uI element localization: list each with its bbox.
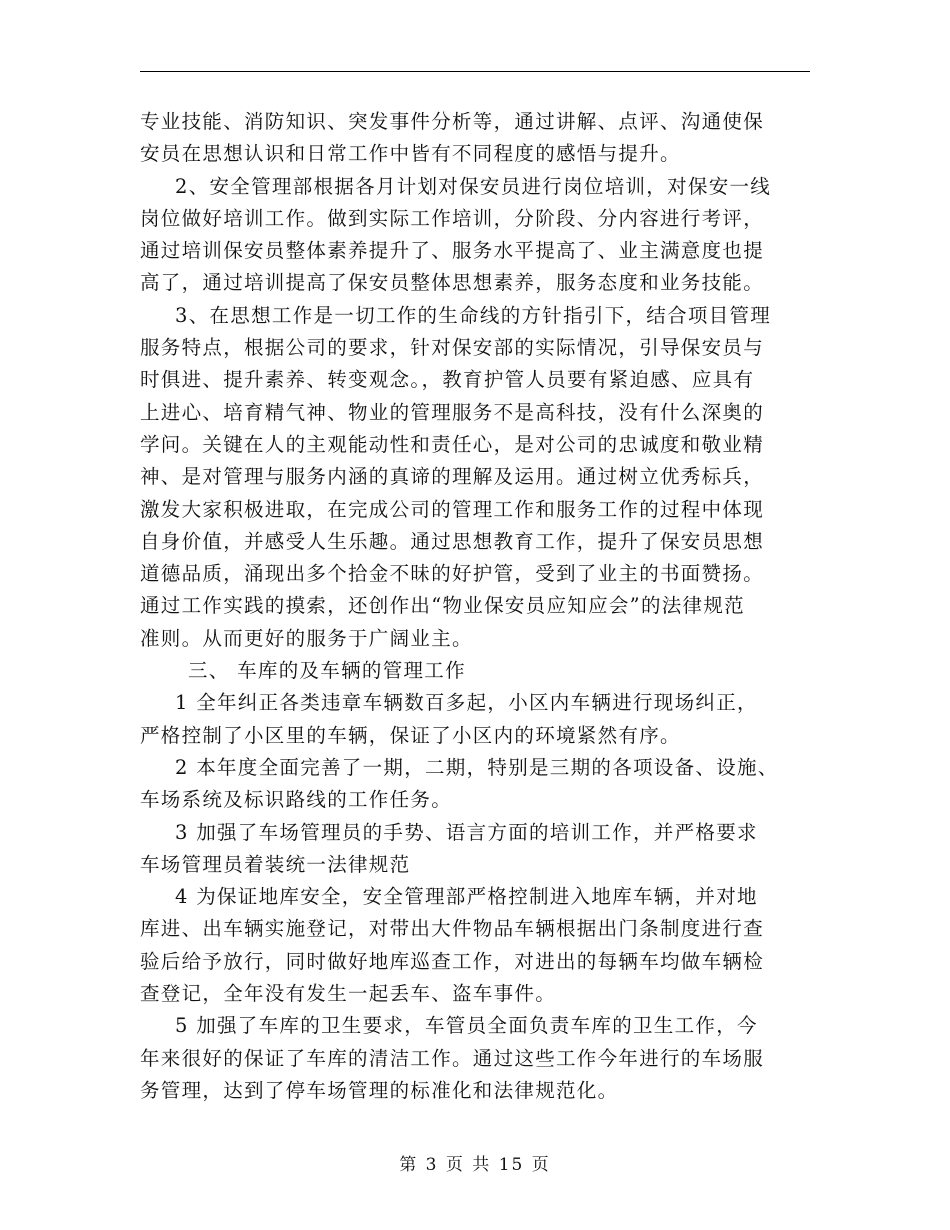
text-line: 自身价值，并感受人生乐趣。通过思想教育工作，提升了保安员思想	[140, 529, 765, 553]
text-line: 年来很好的保证了车库的清洁工作。通过这些工作今年进行的车场服	[140, 1046, 765, 1070]
text-line: 服务特点，根据公司的要求，针对保安部的实际情况，引导保安员与	[140, 336, 765, 360]
text-line: 高了，通过培训提高了保安员整体思想素养，服务态度和业务技能。	[140, 271, 765, 295]
paragraph-start-line: 1 全年纠正各类违章车辆数百多起，小区内车辆进行现场纠正，	[175, 691, 758, 715]
text-line: 道德品质，涌现出多个拾金不昧的好护管，受到了业主的书面赞扬。	[140, 562, 765, 586]
page-number-footer: 第 3 页 共 15 页	[399, 1155, 551, 1175]
paragraph-start-line: 2、安全管理部根据各月计划对保安员进行岗位培训，对保安一线	[175, 174, 772, 198]
paragraph-start-line: 4 为保证地库安全，安全管理部严格控制进入地库车辆，并对地	[175, 885, 758, 909]
section-heading: 三、 车库的及车辆的管理工作	[188, 659, 466, 683]
paragraph-start-line: 2 本年度全面完善了一期，二期，特别是三期的各项设备、设施、	[175, 755, 779, 779]
text-line: 准则。从而更好的服务于广阔业主。	[140, 626, 473, 650]
paragraph-start-line: 3、在思想工作是一切工作的生命线的方针指引下，结合项目管理	[175, 303, 772, 327]
text-line: 严格控制了小区里的车辆，保证了小区内的环境紧然有序。	[140, 723, 681, 747]
header-rule	[140, 71, 810, 72]
text-line: 车场系统及标识路线的工作任务。	[140, 788, 453, 812]
text-line: 查登记，全年没有发生一起丢车、盗车事件。	[140, 982, 557, 1006]
paragraph-start-line: 5 加强了车库的卫生要求，车管员全面负责车库的卫生工作，今	[175, 1014, 758, 1038]
text-line: 专业技能、消防知识、突发事件分析等，通过讲解、点评、沟通使保	[140, 110, 765, 133]
text-line: 学问。关键在人的主观能动性和责任心，是对公司的忠诚度和敬业精	[140, 432, 765, 456]
text-line: 通过工作实践的摸索，还创作出“物业保安员应知应会”的法律规范	[140, 594, 745, 618]
text-line: 库进、出车辆实施登记，对带出大件物品车辆根据出门条制度进行查	[140, 917, 765, 941]
text-line: 激发大家积极进取，在完成公司的管理工作和服务工作的过程中体现	[140, 497, 765, 521]
text-line: 岗位做好培训工作。做到实际工作培训，分阶段、分内容进行考评，	[140, 206, 765, 230]
text-line: 神、是对管理与服务内涵的真谛的理解及运用。通过树立优秀标兵，	[140, 465, 765, 489]
text-line: 验后给予放行，同时做好地库巡查工作，对进出的每辆车均做车辆检	[140, 949, 765, 973]
text-line: 车场管理员着装统一法律规范	[140, 852, 411, 876]
text-line: 安员在思想认识和日常工作中皆有不同程度的感悟与提升。	[140, 142, 681, 166]
text-line: 上进心、培育精气神、物业的管理服务不是高科技，没有什么深奥的	[140, 400, 765, 424]
paragraph-start-line: 3 加强了车场管理员的手势、语言方面的培训工作，并严格要求	[175, 820, 758, 844]
body-text	[140, 106, 810, 1107]
text-line: 时俱进、提升素养、转变观念。，教育护管人员要有紧迫感、应具有	[140, 368, 755, 392]
text-line: 务管理，达到了停车场管理的标准化和法律规范化。	[140, 1078, 619, 1102]
text-line: 通过培训保安员整体素养提升了、服务水平提高了、业主满意度也提	[140, 239, 765, 263]
